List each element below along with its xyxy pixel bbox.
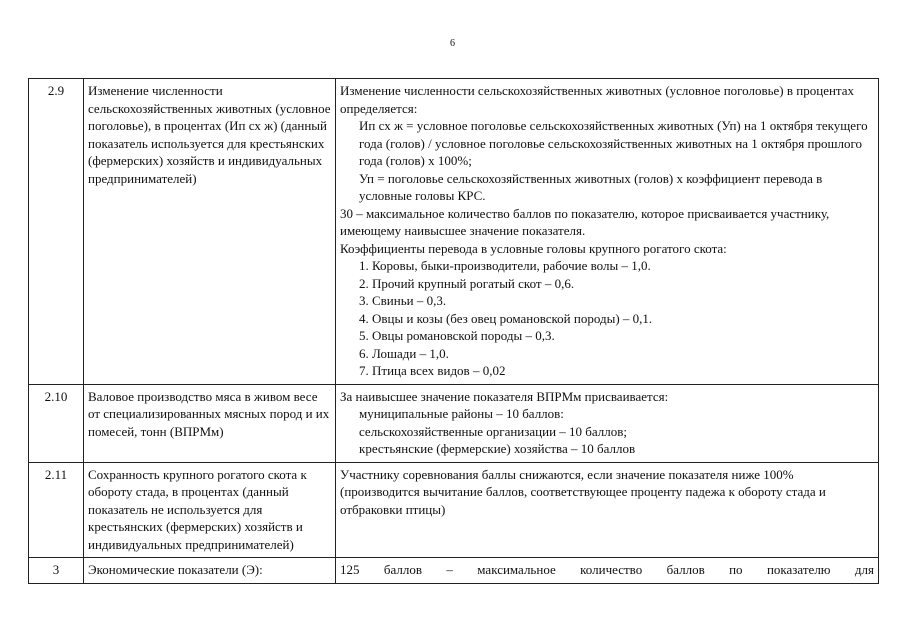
criteria-table: [28, 78, 879, 584]
table-row: [29, 79, 879, 385]
page-number: 6: [450, 38, 455, 49]
description-line: сельскохозяйственные организации – 10 баллов;: [359, 423, 628, 439]
description-line: муниципальные районы – 10 баллов:: [359, 406, 564, 421]
indicator-description-cell: [336, 384, 879, 462]
description-line: 6. Лошади – 1,0.: [359, 345, 449, 361]
description-line: Уп = поголовье сельскохозяйственных животных (голов) x коэффициент перевода в условные головы КРС.: [359, 170, 823, 203]
description-line: Ип сх ж = условное поголовье сельскохозяйственных животных (Уп) на 1 октября текущего года (голов) / условное поголовье сельскохозяйственных животных на 1 октября прошлого года (голов) x 100%;: [359, 118, 868, 168]
indicator-name-cell: Изменение численности сельскохозяйственных животных (условное поголовье), в процентах (Ип сх ж) (данный показатель используется для крестьянских (фермерских) хозяйств и индивидуальных предпринимателей): [84, 79, 336, 385]
description-line: 4. Овцы и козы (без овец романовской породы) – 0,1.: [359, 310, 653, 326]
description-line: Изменение численности сельскохозяйственных животных (условное поголовье) в процентах определяется:: [340, 83, 855, 116]
row-number-cell: 2.10: [29, 384, 84, 462]
row-number-cell: 2.11: [29, 462, 84, 558]
row-number-cell: 3: [29, 558, 84, 584]
criteria-table-body: [29, 79, 879, 584]
description-line: 3. Свиньи – 0,3.: [359, 293, 447, 308]
table-row: [29, 384, 879, 462]
description-line: 1. Коровы, быки-производители, рабочие волы – 1,0.: [359, 258, 651, 273]
description-line: 125 баллов – максимальное количество баллов по показателю для: [340, 562, 874, 577]
table-row: [29, 462, 879, 558]
description-line: Коэффициенты перевода в условные головы крупного рогатого скота:: [340, 240, 727, 256]
description-line: 30 – максимальное количество баллов по показателю, которое присваивается участнику, имеющему наивысшее значение показателя.: [340, 205, 830, 238]
indicator-description-cell: [336, 462, 879, 558]
description-line: За наивысшее значение показателя ВПРМм присваивается:: [340, 388, 669, 404]
indicator-name-cell: Экономические показатели (Э):: [84, 558, 336, 584]
row-number-cell: 2.9: [29, 79, 84, 385]
indicator-description-cell: [336, 558, 879, 584]
description-line: 5. Овцы романовской породы – 0,3.: [359, 328, 555, 343]
description-line: 2. Прочий крупный рогатый скот – 0,6.: [359, 275, 575, 291]
indicator-name-cell: Валовое производство мяса в живом весе от специализированных мясных пород и их помесей, тонн (ВПРМм): [84, 384, 336, 462]
description-line: 7. Птица всех видов – 0,02: [359, 363, 506, 378]
table-row: [29, 558, 879, 584]
description-line: крестьянские (фермерские) хозяйства – 10 баллов: [359, 441, 636, 456]
indicator-description-cell: [336, 79, 879, 385]
description-line: Участнику соревнования баллы снижаются, если значение показателя ниже 100% (производится вычитание баллов, соответствующее проценту падежа к обороту стада и отбраковки птицы): [340, 466, 826, 517]
indicator-name-cell: Сохранность крупного рогатого скота к обороту стада, в процентах (данный показатель не используется для крестьянских (фермерских) хозяйств и индивидуальных предпринимателей): [84, 462, 336, 558]
